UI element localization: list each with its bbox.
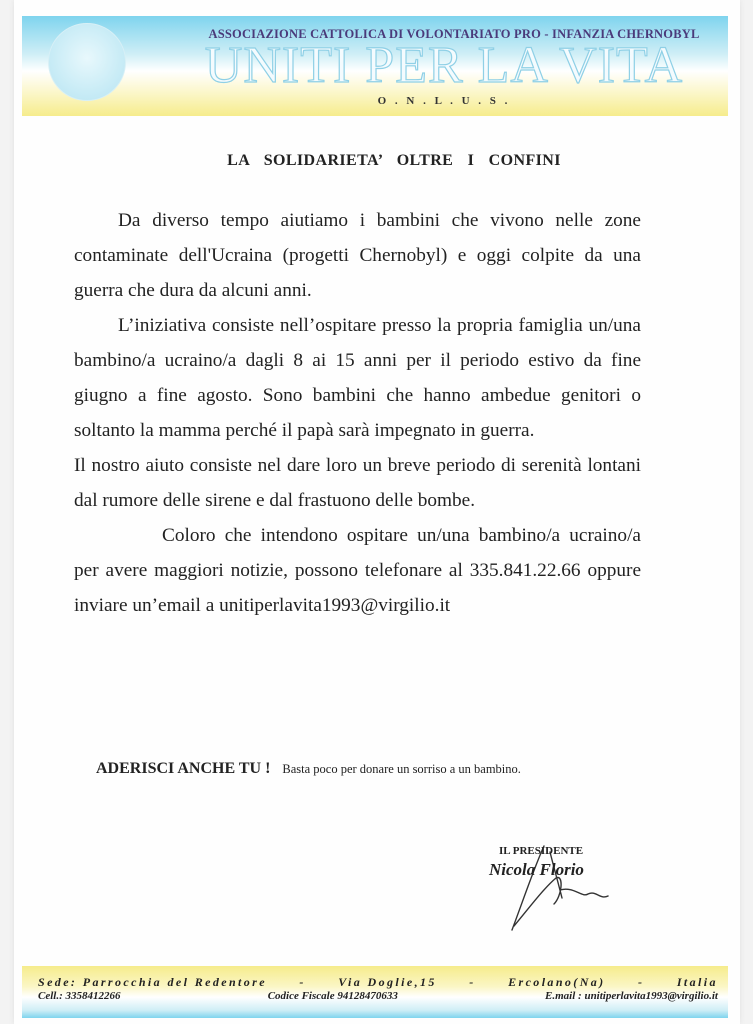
footer-email: E.mail : unitiperlavita1993@virgilio.it [545,990,718,1002]
signature-name: Nicola Florio [489,860,584,879]
call-to-action-text: Basta poco per donare un sorriso a un bambino. [282,762,521,776]
footer-contacts [38,990,718,1002]
onlus-label: O . N . L . U . S . [377,95,511,107]
footer-street: Via Doglie,15 [338,975,437,989]
footer-address [38,975,718,990]
footer-sep: - [469,975,476,989]
footer-country: Italia [676,975,718,989]
signature-role: IL PRESIDENTE [499,845,584,857]
footer-seat: Sede: Parrocchia del Redentore [38,975,267,989]
paragraph-3: Il nostro aiuto consiste nel dare loro un breve periodo di serenità lontani dal rumore delle sirene e dal frastuono delle bombe. [74,455,641,511]
paragraph-1: Da diverso tempo aiutiamo i bambini che vivono nelle zone contaminate dell'Ucraina (progetti Chernobyl) e oggi colpite da una guerra che dura da alcuni anni. [74,210,641,301]
call-to-action-strong: ADERISCI ANCHE TU ! [96,760,271,777]
paragraph-4: Coloro che intendono ospitare un/una bambino/a ucraino/a per avere maggiori notizie, possono telefonare al 335.841.22.66 oppure inviare un’email a unitiperlavita1993@virgilio.it [74,525,641,616]
footer-sep: - [299,975,306,989]
paragraph-2: L’iniziativa consiste nell’ospitare presso la propria famiglia un/una bambino/a ucraino/a dagli 8 ai 15 anni per il periodo estivo da fine giugno a fine agosto. Sono bambini che hanno ambedue genitori o soltanto la mamma perché il papà sarà impegnato in guerra. [74,315,641,441]
organization-title: UNITI PER LA VITA [204,37,684,94]
footer-sep: - [638,975,645,989]
footer-fiscal-code: Codice Fiscale 94128470633 [267,990,398,1002]
footer-cell: Cell.: 3358412266 [38,990,121,1002]
letter-body [74,203,641,623]
association-logo [48,23,126,101]
document-title: LA SOLIDARIETA’ OLTRE I CONFINI [227,152,561,169]
footer-city: Ercolano(Na) [508,975,606,989]
call-to-action [96,760,696,778]
letter-page [14,0,740,1024]
association-name: ASSOCIAZIONE CATTOLICA DI VOLONTARIATO PRO - INFANZIA CHERNOBYL [208,27,700,41]
